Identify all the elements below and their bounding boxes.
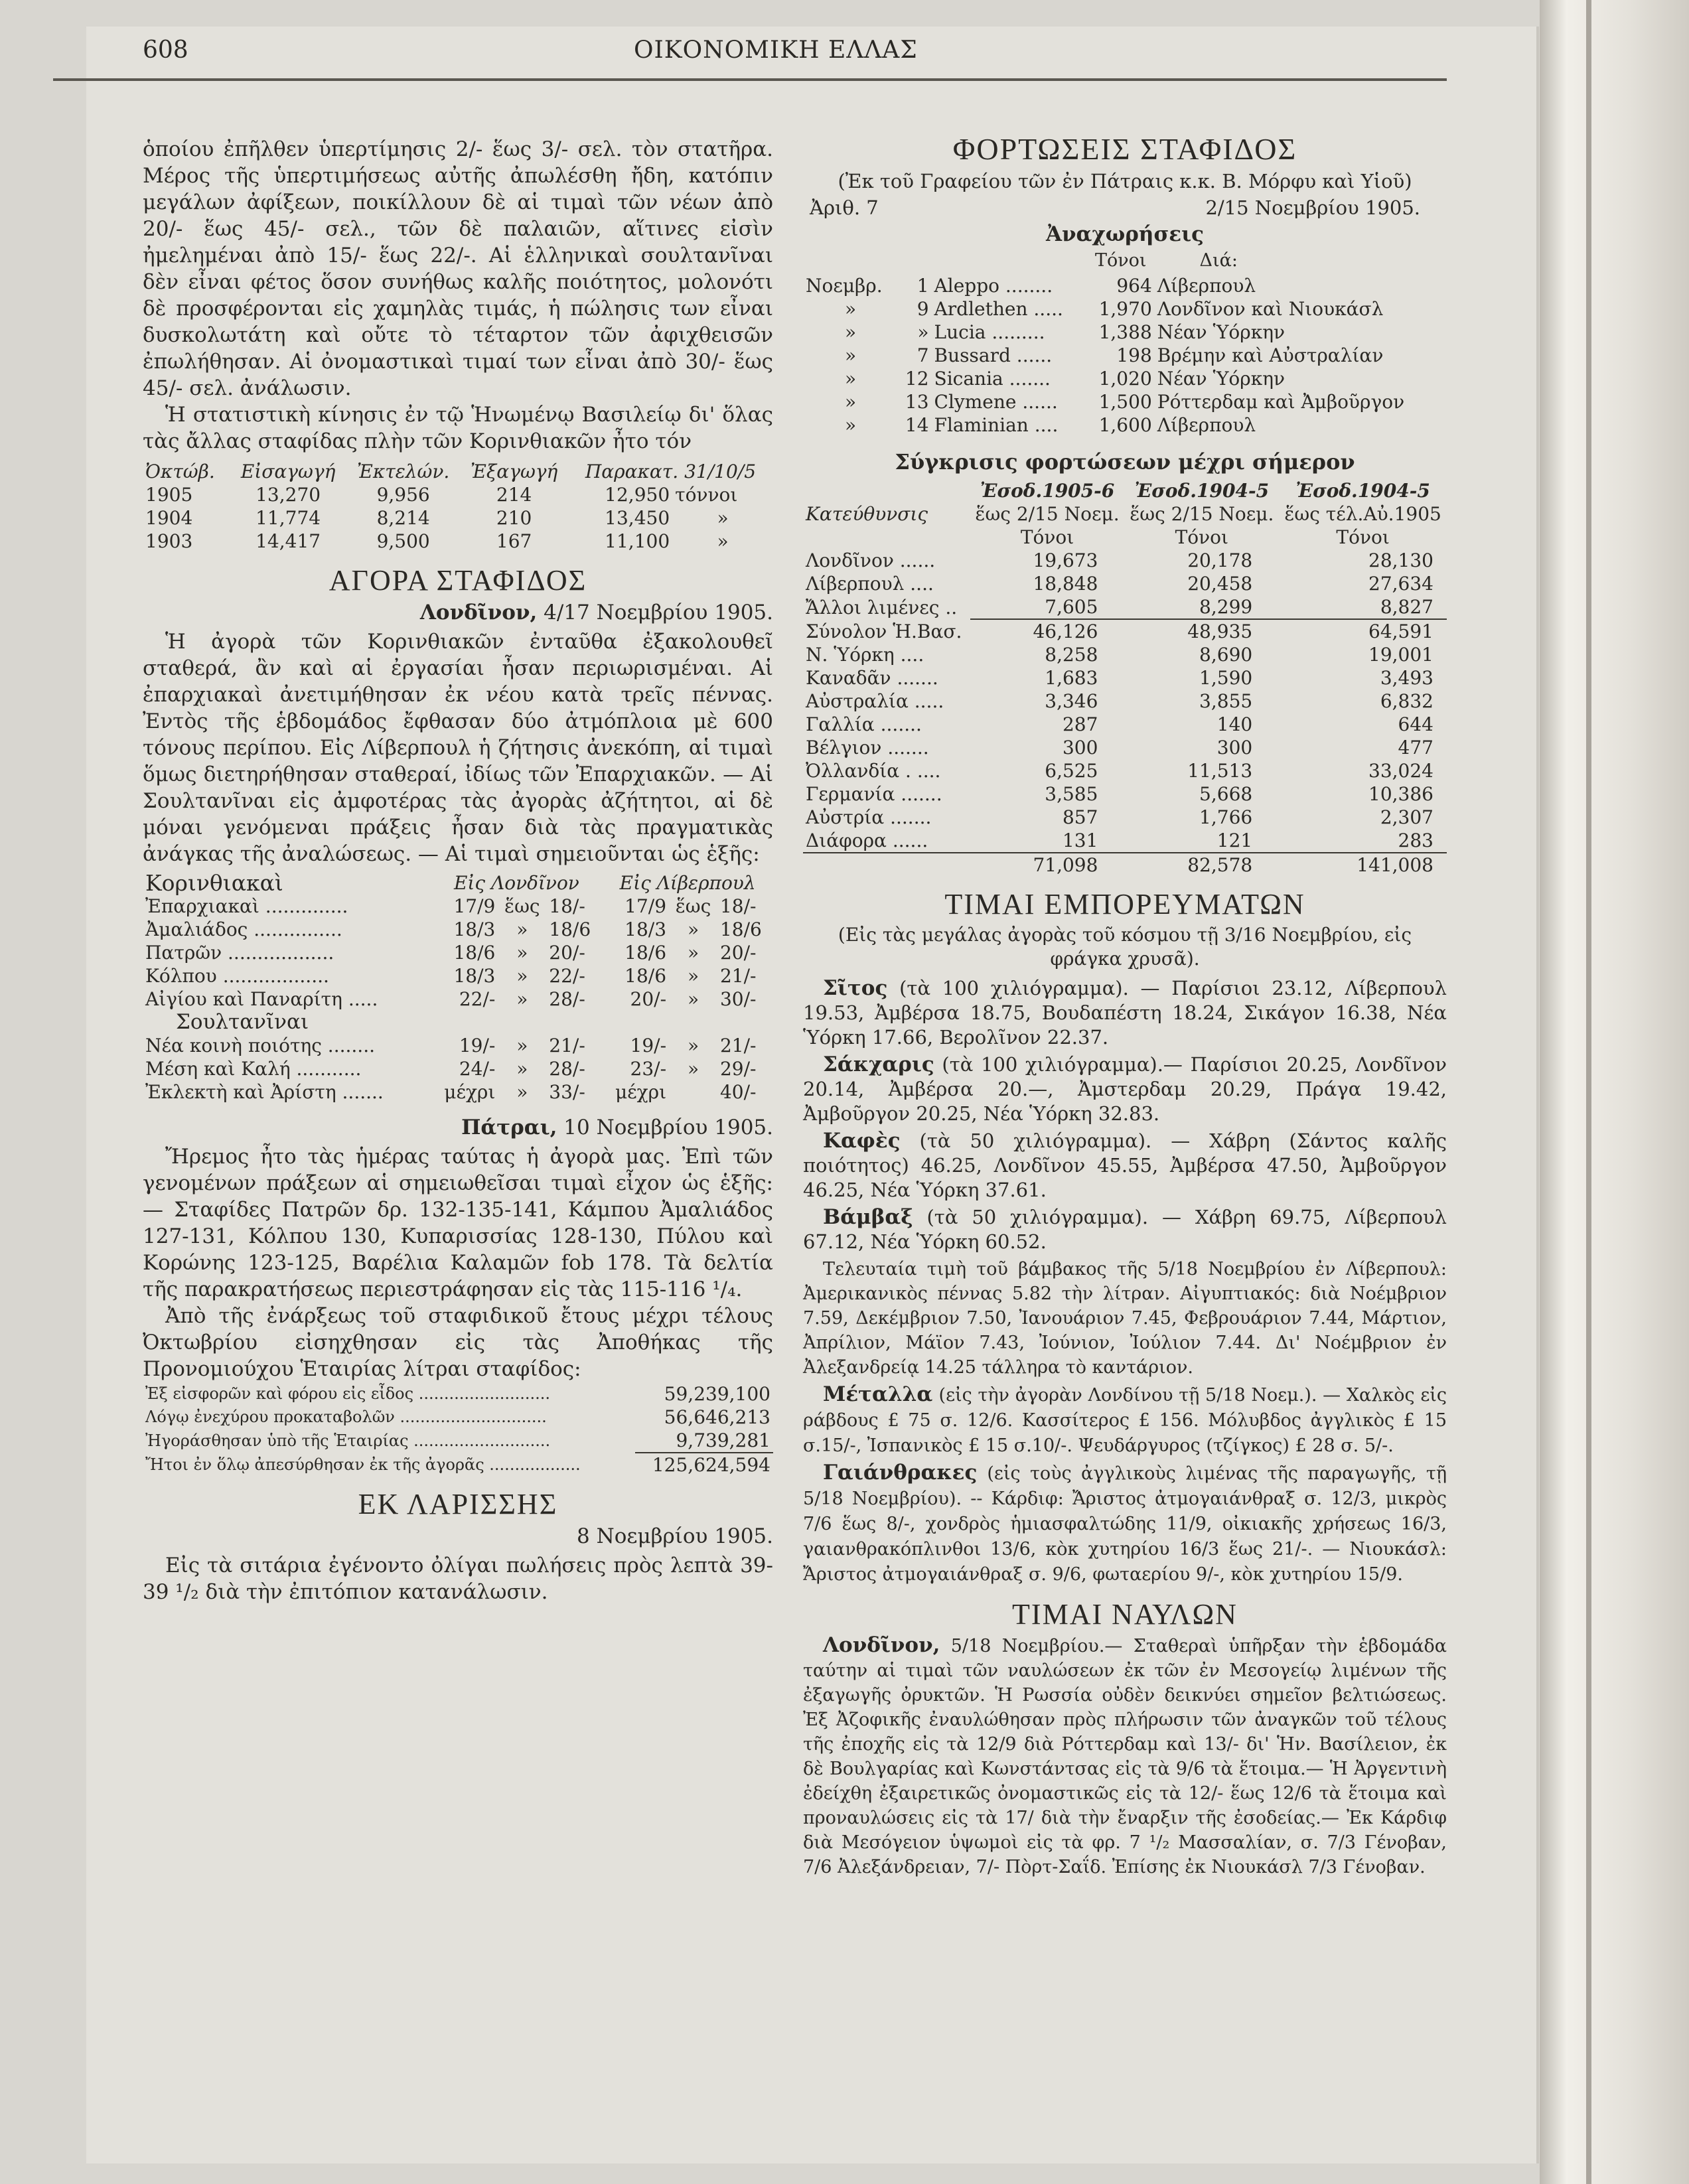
comparison-unit-3: Τόνοι [1336,526,1390,548]
price-cell: 18/- [719,895,757,917]
litres-row [143,1429,773,1453]
price-cell: 17/9 [624,895,667,917]
departure-cell: » [844,368,857,390]
departure-cell: » [844,391,857,413]
comparison-dest: Ν. Ὑόρκη .... [806,644,924,666]
stats-head-import: Εἰσαγωγή [240,461,336,482]
price-cell: 18/6 [453,942,496,964]
stats-cell: 9,956 [376,484,430,506]
litres-label: Λόγῳ ἐνεχύρου προκαταβολῶν ............................. [145,1408,547,1426]
comparison-total-row [803,853,1447,877]
price-cell: ἕως [675,895,711,917]
litres-row [143,1453,773,1477]
page-fold-line [1586,0,1591,2184]
price-cell: 30/- [719,988,757,1010]
price-coal [803,1461,1447,1587]
price-cell: » [516,1081,528,1103]
price-cell: 19/- [459,1035,496,1056]
price-row [143,1034,773,1057]
departures-col-heads [803,248,1447,274]
price-row [143,1057,773,1080]
price-row [143,964,773,987]
price-cell: Ἐκλεκτὴ καὶ Ἀρίστη ....... [145,1081,384,1103]
price-cell: 18/- [549,895,585,917]
comparison-sub-dest: Κατεύθυνσις [806,503,928,525]
comparison-value: 283 [1398,830,1433,851]
price-cell: 17/9 [453,895,496,917]
fortoseis-source: (Ἐκ τοῦ Γραφείου τῶν ἐν Πάτραις κ.κ. Β. Μόρφυ καὶ Υἱοῦ) [838,170,1412,192]
price-cell: » [516,1035,528,1056]
price-cell: Ἀμαλιάδος ............... [145,918,342,940]
departure-cell: Sicania ....... [934,368,1051,390]
comparison-value: 8,827 [1279,595,1447,619]
price-cell: 18/3 [453,965,496,987]
comparison-value: 48,935 [1187,620,1253,642]
price-cell: 18/6 [719,918,762,940]
price-cell: Ἐπαρχιακαὶ .............. [145,895,348,917]
comparison-row [803,549,1447,572]
comparison-row [803,759,1447,782]
departure-cell: Νέαν Ὑόρκην [1157,368,1285,390]
price-cell: Κόλπου .................. [145,965,329,987]
departure-cell: Lucia ......... [934,321,1045,343]
price-cell: 21/- [549,1035,585,1056]
running-title: ΟΙΚΟΝΟΜΙΚΗ ΕΛΛΑΣ [634,36,918,64]
comparison-head-2: Ἐσοδ.1904-5 [1134,480,1270,502]
stats-row [143,530,773,553]
price-cell: 18/6 [624,965,667,987]
departure-cell: Ρόττερδαμ καὶ Ἀμβοῦργον [1157,391,1405,413]
comparison-row [803,595,1447,619]
litres-row [143,1382,773,1406]
litres-value: 59,239,100 [664,1383,771,1405]
price-cell: » [516,918,528,940]
comparison-value: 121 [1216,830,1253,851]
left-column [143,136,773,1605]
timai-subheading: (Εἰς τὰς μεγάλας ἀγορὰς τοῦ κόσμου τῇ 3/16 Νοεμβρίου, εἰς φράγκα χρυσᾶ). [838,924,1412,970]
cotton-note: Τελευταία τιμὴ τοῦ βάμβακος τῆς 5/18 Νοεμβρίου ἐν Λίβερπουλ: Ἀμερικανικὸς πέννας 5.82 τὴν λίτραν. Αἰγυπτιακός: διὰ Νοέμβριον 7.59, Δεκέμβριον 7.50, Ἰανουάριον 7.45, Φεβρουάριον 7.44, Μάρτιον, Ἀπρίλιον, Μάϊον 7.43, Ἰούνιον, Ἰούλιον 7.44. Δι' Νοέμβριον ἐν Ἀλεξανδρείᾳ 14.25 τάλληρα τὸ καντάριον. [803,1259,1447,1378]
price-cell: » [516,942,528,964]
price-row [143,1080,773,1104]
price-cell: » [516,965,528,987]
stats-head-customs: Ἐκτελών. [357,461,450,482]
patras-paragraph: Ἤρεμος ἦτο τὰς ἡμέρας ταύτας ἡ ἀγορὰ μας. Ἐπὶ τῶν γενομένων πράξεων αἱ σημειωθεῖσαι τιμαὶ εἶχον ὡς ἑξῆς: — Σταφίδες Πατρῶν δρ. 132-135-141, Κάμπου Ἀμαλιάδος 127-131, Κόλπου 130, Κυπαρισσίας 128-130, Πύλου καὶ Κορώνης 123-125, Βαρέλια Καλαμῶν fob 178. Τὰ δελτία τῆς παρακρατήσεως περιεστράφησαν εἰς τὰς 115-116 ¹/₄. [143,1145,773,1301]
comparison-value: 287 [1062,713,1098,735]
prices-head-liverpool: Εἰς Λίβερπουλ [619,872,756,894]
comparison-dest: Γερμανία ....... [806,783,942,805]
stats-cell: 11,774 [256,507,321,529]
stats-cell: τόννοι [675,484,738,506]
departure-cell: » [844,414,857,436]
price-cell: Αἰγίου καὶ Παναρίτη ..... [145,988,378,1010]
comparison-value: 64,591 [1368,620,1433,642]
stats-head-month: Ὀκτώβ. [145,461,215,482]
london-place: Λονδῖνον, [419,601,538,624]
departure-cell: 9 [917,298,929,320]
comparison-value: 1,683 [1045,667,1098,689]
comparison-value: 140 [1216,713,1253,735]
departure-cell: 1,600 [1098,414,1152,436]
comparison-row [803,643,1447,666]
sugar-text: (τὰ 100 χιλιόγραμμα).— Παρίσιοι 20.25, Λονδῖνον 20.14, Ἀμβέρσα 20.—, Ἀμστερδαμ 20.29, Πράγα 19.42, Ἀμβοῦργον 20.25, Νέα Ὑόρκη 32.83. [803,1053,1447,1125]
intro-paragraph: ὁποίου ἐπῆλθεν ὑπερτίμησις 2/- ἕως 3/- σελ. τὸν στατῆρα. Μέρος τῆς ὑπερτιμήσεως αὐτῆς ἀπωλέσθη ἤδη, κατόπιν μεγάλων ἀφίξεων, ποικίλλουν δὲ αἱ τιμαὶ τῶν νέων ἀπὸ 20/- ἕως 45/- σελ., τῶν δὲ παλαιῶν, αἵτινες εἰσὶν ἠμελημέναι ἀπὸ 15/- ἕως 22/-. Αἱ ἑλληνικαὶ σουλτανῖναι δὲν εἶναι φέτος ὅσον συνήθως καλῆς ποιότητος, μολονότι δὲ προσφέρονται εἰς χαμηλὰς τιμάς, ἡ πώλησις των εἶναι δυσκολωτάτη καὶ οὔτε τὸ τέταρτον τῶν ἀφιχθεισῶν ἐπωλήθησαν. Αἱ ὀνομαστικαὶ τιμαί των εἶναι ἀπὸ 30/- ἕως 45/- σελ. ἀνάλωσιν. [143,137,773,400]
stats-cell: 1904 [145,507,193,529]
comparison-total-1: 71,098 [1033,854,1098,876]
departure-cell: » [844,321,857,343]
freight-section [803,1633,1447,1879]
stats-cell: 14,417 [256,530,321,552]
departure-cell: Ardlethen ..... [934,298,1063,320]
departure-cell: 1,020 [1098,368,1152,390]
price-cotton [803,1205,1447,1254]
comparison-value: 10,386 [1368,783,1433,805]
price-row [143,987,773,1011]
departure-row [803,367,1447,390]
departure-cell: 13 [905,391,929,413]
prices-table [143,871,773,1104]
patras-dateline [143,1114,773,1141]
price-coffee [803,1129,1447,1202]
comparison-value: 6,525 [1045,760,1098,782]
patras-paragraph-2: Ἀπὸ τῆς ἐνάρξεως τοῦ σταφιδικοῦ ἔτους μέχρι τέλους Ὀκτωβρίου εἰσηχθησαν εἰς τὰς Ἀποθήκας τῆς Προνομιούχου Ἑταιρίας λίτραι σταφίδος: [143,1304,773,1381]
comparison-value: 300 [1216,737,1253,759]
departures-col-tons: Τόνοι [1095,250,1147,271]
comparison-value: 3,855 [1199,690,1253,712]
cotton-text: (τὰ 50 χιλιόγραμμα). — Χάβρη 69.75, Λίβερπουλ 67.12, Νέα Ὑόρκη 60.52. [803,1206,1447,1253]
price-row [143,918,773,941]
comparison-sub-1: ἕως 2/15 Νοεμ. [975,503,1120,525]
price-sugar [803,1053,1447,1126]
departure-cell: Βρέμην καὶ Αὐστραλίαν [1157,344,1384,366]
comparison-dest: Λίβερπουλ .... [806,573,934,595]
price-cell: » [687,942,699,964]
comparison-value: 3,493 [1380,667,1433,689]
comparison-dest: Ὀλλανδία . .... [806,760,941,782]
departure-cell: 1,500 [1098,391,1152,413]
comparison-dest: Ἄλλοι λιμένες .. [806,596,958,619]
stats-cell: 11,100 [605,530,670,552]
departure-cell: 1,388 [1098,321,1152,343]
comparison-value: 3,585 [1045,783,1098,805]
comparison-dest: Λονδῖνον ...... [806,549,936,571]
comparison-value: 18,848 [1033,573,1098,595]
coffee-label: Καφὲς [823,1129,901,1153]
comparison-value: 20,178 [1187,549,1253,571]
comparison-value: 1,766 [1199,806,1253,828]
comparison-value: 644 [1398,713,1433,735]
metals-text: (εἰς τὴν ἀγορὰν Λονδίνου τῇ 5/18 Νοεμ.). — Χαλκὸς εἰς ράβδους £ 75 σ. 12/6. Κασσίτερος £ 156. Μόλυβδος ἀγγλικὸς £ 15 σ.15/-, Ἰσπανικὸς £ 15 σ.10/-. Ψευδάργυρος (τζίγκος) £ 28 σ. 5/-. [803,1385,1447,1456]
comparison-row [803,736,1447,759]
departure-row [803,344,1447,367]
comparison-value: 19,001 [1368,644,1433,666]
bulletin-date: 2/15 Νοεμβρίου 1905. [1205,196,1420,219]
departures-table [803,274,1447,437]
price-cell: Μέση καὶ Καλή ........... [145,1058,362,1080]
patras-date: 10 Νοεμβρίου 1905. [563,1116,773,1139]
comparison-total-3: 141,008 [1357,854,1433,876]
departures-heading: Ἀναχωρήσεις [1045,222,1205,246]
departure-row [803,321,1447,344]
stats-cell: 210 [496,507,532,529]
price-cell: 24/- [459,1058,496,1080]
price-cell: 21/- [719,965,757,987]
departure-cell: Bussard ...... [934,344,1053,366]
comparison-total-2: 82,578 [1187,854,1253,876]
comparison-sub-2: ἕως 2/15 Νοεμ. [1130,503,1274,525]
price-cell: Νέα κοινὴ ποιότης ........ [145,1035,375,1056]
timai-heading: ΤΙΜΑΙ ΕΜΠΟΡΕΥΜΑΤΩΝ [944,888,1305,920]
comparison-value: 3,346 [1045,690,1098,712]
comparison-dest: Διάφορα ...... [806,830,928,851]
comparison-value: 1,590 [1199,667,1253,689]
coal-text: (εἰς τοὺς ἀγγλικοὺς λιμένας τῆς παραγωγῆς, τῇ 5/18 Νοεμβρίου). -- Κάρδιφ: Ἄριστος ἀτμογαιάνθραξ σ. 12/3, μικρὸς 7/6 ἕως 8/-, χονδρὸς ἡμιασφαλτώδης 11/9, οἰκιακῆς χρήσεως 16/3, γαιανθρακόπλινθοι 13/6, κὸκ χυτηρίου 16/3 ἕως 21/-. — Νιουκάσλ: Ἄριστος ἀτμογαιάνθραξ σ. 9/6, φωταερίου 9/-, κὸκ χυτηρίου 15/9. [803,1463,1447,1585]
price-cell [669,1080,717,1104]
price-cell: 18/3 [453,918,496,940]
stats-table [143,460,773,553]
departure-cell: 1 [917,275,929,297]
price-cell: » [516,1058,528,1080]
price-cell: Πατρῶν .................. [145,942,334,964]
comparison-value: 477 [1398,737,1433,759]
departure-cell: Νοεμβρ. [806,275,883,297]
price-cell: 19/- [630,1035,667,1056]
departures-col-dest: Διά: [1199,250,1238,271]
price-cell: » [687,1035,699,1056]
comparison-value: 857 [1062,806,1098,828]
stats-head-stock: Παρακατ. 31/10/5 [585,461,757,482]
cotton-label: Βάμβαξ [823,1205,913,1229]
fortoseis-meta [803,194,1447,221]
stats-cell: 8,214 [376,507,430,529]
departure-cell: 14 [905,414,929,436]
comparison-dest: Αὐστραλία ..... [806,690,944,712]
comparison-heading: Σύγκρισις φορτώσεων μέχρι σήμερον [895,449,1355,474]
price-cell: 28/- [549,1058,585,1080]
price-cell: 29/- [719,1058,757,1080]
comparison-row [803,666,1447,690]
stats-cell: 1903 [145,530,193,552]
wheat-label: Σῖτος [823,976,888,1000]
stats-row [143,506,773,530]
departure-cell: Νέαν Ὑόρκην [1157,321,1285,343]
comparison-sub-3: ἕως τέλ.Αὐ.1905 [1284,503,1441,525]
litres-value: 125,624,594 [652,1454,771,1476]
departure-cell: Flaminian .... [934,414,1059,436]
departure-cell: Aleppo ........ [934,275,1053,297]
price-cell: 20/- [719,942,757,964]
wheat-text: (τὰ 100 χιλιόγραμμα). — Παρίσιοι 23.12, Λίβερπουλ 19.53, Ἀμβέρσα 18.75, Βουδαπέστη 18.24, Σικάγον 16.38, Νέα Ὑόρκη 17.66, Βερολῖνον 22.37. [803,977,1447,1049]
right-column [803,132,1447,1882]
departure-cell: 12 [905,368,929,390]
departure-row [803,413,1447,437]
comparison-dest: Βέλγιον ....... [806,737,929,759]
prices-head-type: Κορινθιακαὶ [145,870,283,896]
stats-cell: 214 [496,484,532,506]
coffee-text: (τὰ 50 χιλιόγραμμα). — Χάβρη (Σάντος καλῆς ποιότητος) 46.25, Λονδῖνον 45.55, Ἀμβέρσα 47.50, Ἀμβοῦργον 46.25, Νέα Ὑόρκη 37.61. [803,1129,1447,1201]
comparison-row [803,619,1447,643]
comparison-dest: Γαλλία ....... [806,713,922,735]
departure-cell: 1,970 [1098,298,1152,320]
comparison-row [803,713,1447,736]
london-dateline [143,599,773,626]
price-cell: 23/- [630,1058,667,1080]
stats-cell: 9,500 [376,530,430,552]
stats-cell: 13,270 [256,484,321,506]
comparison-head-3: Ἐσοδ.1904-5 [1295,480,1430,502]
agora-heading: ΑΓΟΡΑ ΣΤΑΦΙΔΟΣ [329,564,587,597]
litres-table [143,1382,773,1477]
comparison-value: 8,258 [1045,644,1098,666]
price-cell: » [687,988,699,1010]
larissa-date: 8 Νοεμβρίου 1905. [577,1524,773,1548]
stats-cell: 167 [496,530,532,552]
price-cell: » [516,988,528,1010]
price-cell: 40/- [719,1081,757,1103]
prices-head-london: Εἰς Λονδῖνον [453,872,579,894]
departure-cell: » [917,321,929,343]
header-rule [53,78,1447,81]
price-cell: 21/- [719,1035,757,1056]
litres-label: Ἠγοράσθησαν ὑπὸ τῆς Ἑταιρίας ........................... [145,1431,551,1450]
departure-cell: » [844,344,857,366]
price-row [143,895,773,918]
comparison-value: 28,130 [1368,549,1433,571]
comparison-value: 20,458 [1187,573,1253,595]
departure-cell: 7 [917,344,929,366]
freight-paragraph [803,1633,1447,1879]
patras-place: Πάτραι, [461,1116,557,1139]
price-cell: μέχρι [615,1081,667,1103]
larissa-paragraph: Εἰς τὰ σιτάρια ἐγένοντο ὀλίγαι πωλήσεις πρὸς λεπτὰ 39-39 ¹/₂ διὰ τὴν ἐπιτόπιον κατανάλωσιν. [143,1554,773,1604]
price-cell: 18/6 [549,918,591,940]
fortoseis-heading: ΦΟΡΤΩΣΕΙΣ ΣΤΑΦΙΔΟΣ [952,132,1297,166]
london-date: 4/17 Νοεμβρίου 1905. [544,601,773,624]
comparison-value: 19,673 [1033,549,1098,571]
departure-cell: Λίβερπουλ [1157,275,1256,297]
comparison-value: 46,126 [1033,620,1098,642]
comparison-dest: Καναδᾶν ....... [806,667,938,689]
comparison-value: 2,307 [1380,806,1433,828]
stats-cell: 12,950 [605,484,670,506]
comparison-row [803,782,1447,806]
freight-place: Λονδῖνον, [823,1633,940,1657]
comparison-value: 300 [1062,737,1098,759]
sugar-label: Σάκχαρις [823,1053,934,1076]
stats-head-export: Ἐξαγωγή [471,461,558,482]
price-cell: » [687,1058,699,1080]
comparison-unit-2: Τόνοι [1175,526,1229,548]
price-cell: 20/- [630,988,667,1010]
litres-row [143,1406,773,1429]
price-cell: μέχρι [444,1081,496,1103]
freight-text: 5/18 Νοεμβρίου.— Σταθεραὶ ὑπῆρξαν τὴν ἑβδομάδα ταύτην αἱ τιμαὶ τῶν ναυλώσεων ἐκ τῶν ἐν Μεσογείῳ λιμένων τῆς ἐξαγωγῆς ὀρυκτῶν. Ἡ Ρωσσία οὐδὲν δεικνύει σημεῖον βελτιώσεως. Ἐξ Ἀζοφικῆς ἐναυλώθησαν πρὸς πλήρωσιν τῶν ἀναγκῶν τοῦ τέλους τῆς ἐποχῆς εἰς τὰ 12/9 διὰ Ρόττερδαμ καὶ 13/- δι' Ἡν. Βασίλειον, ἐκ δὲ Βουλγαρίας καὶ Κωνστάντσας εἰς τὰ 9/6 τὰ ἕτοιμα.— Ἡ Ἀργεντινὴ ἐδείχθη ἐξαιρετικῶς ὀνομαστικῶς εἰς τὰ 12/- ἕως 12/6 τὰ ἕτοιμα καὶ προναυλώσεις εἰς τὰ 17/ διὰ τὴν ἔναρξιν τῆς ἐσοδείας.— Ἐκ Κάρδιφ διὰ Μεσόγειον ὑψωμοὶ εἰς τὰ φρ. 7 ¹/₂ Μασσαλίαν, σ. 7/3 Γένοβαν, 7/6 Ἀλεξάνδρειαν, 7/- Πὸρτ-Σαΐδ. Ἐπίσης ἐκ Νιουκάσλ 7/3 Γένοβαν. [803,1636,1447,1877]
comparison-value: 33,024 [1368,760,1433,782]
comparison-value: 8,299 [1124,595,1279,619]
comparison-dest: Σύνολον Ἡ.Βασ. [806,620,962,642]
coal-label: Γαιάνθρακες [823,1461,978,1485]
departure-cell: Λονδῖνον καὶ Νιουκάσλ [1157,298,1384,320]
comparison-value: 11,513 [1187,760,1253,782]
departure-cell: 964 [1116,275,1152,297]
litres-label: Ἐξ εἰσφορῶν καὶ φόρου εἰς εἶδος .......................... [145,1384,551,1403]
comparison-row [803,690,1447,713]
price-cell: 18/6 [624,942,667,964]
price-wheat [803,976,1447,1050]
larissa-heading: ΕΚ ΛΑΡΙΣΣΗΣ [358,1488,558,1520]
london-paragraph: Ἡ ἀγορὰ τῶν Κορινθιακῶν ἐνταῦθα ἐξακολουθεῖ σταθερά, ἂν καὶ αἱ ἐργασίαι ἦσαν περιωρισμέναι. Αἱ ἐπαρχιακαὶ ἀνετιμήθησαν ἐκ νέου κατὰ τρεῖς πέννας. Ἐντὸς τῆς ἑβδομάδος ἔφθασαν δύο ἀτμόπλοια μὲ 600 τόνους περίπου. Εἰς Λίβερπουλ ἡ ζήτησις ἀνεκόπη, αἱ τιμαὶ ὅμως διετηρήθησαν σταθεραί, ἰδίως τῶν Ἐπαρχιακῶν. — Αἱ Σουλτανῖναι εἰς ἀμφοτέρας τὰς ἀγορὰς ἀζήτητοι, αἱ δὲ μόναι γενόμεναι πράξεις ἦσαν διὰ τὰς πραγματικὰς ἀνάγκας τῆς ἀναλώσεως. — Αἱ τιμαὶ σημειοῦνται ὡς ἑξῆς: [143,630,773,866]
comparison-head-1: Ἐσοδ.1905-6 [980,480,1115,502]
naula-heading: ΤΙΜΑΙ ΝΑΥΛΩΝ [1012,1598,1238,1631]
comparison-value: 5,668 [1199,783,1253,805]
comparison-dest: Αὐστρία ....... [806,806,932,828]
price-cell: 22/- [459,988,496,1010]
departure-cell: Λίβερπουλ [1157,414,1256,436]
price-cell: 33/- [549,1081,585,1103]
litres-value: 9,739,281 [635,1429,773,1453]
comparison-row [803,806,1447,829]
price-cell: 20/- [549,942,585,964]
comparison-row [803,829,1447,853]
price-cell: 22/- [549,965,585,987]
stats-cell: 1905 [145,484,193,506]
litres-value: 56,646,213 [664,1406,771,1428]
page-edge-shadow [1540,0,1689,2184]
comparison-row [803,572,1447,595]
departure-row [803,390,1447,413]
price-row [143,941,773,964]
stats-row [143,483,773,506]
comparison-value: 131 [1062,830,1098,851]
price-metals [803,1382,1447,1458]
price-cell: ἕως [504,895,540,917]
comparison-value: 6,832 [1380,690,1433,712]
comparison-value: 8,690 [1199,644,1253,666]
stats-intro: Ἡ στατιστικὴ κίνησις ἐν τῷ Ἡνωμένῳ Βασιλείῳ δι' ὅλας τὰς ἄλλας σταφίδας πλὴν τῶν Κορινθιακῶν ἦτο τόν [143,403,773,453]
metals-label: Μέταλλα [823,1382,933,1406]
departure-cell: Clymene ...... [934,391,1058,413]
stats-cell: » [717,507,729,529]
price-cell: » [687,965,699,987]
litres-label: Ἤτοι ἐν ὅλῳ ἀπεσύρθησαν ἐκ τῆς ἀγορᾶς .................. [145,1455,581,1474]
comparison-value: 7,605 [970,595,1125,619]
commodity-prices [803,976,1447,1587]
price-cell: » [687,918,699,940]
page-number: 608 [143,36,188,64]
bulletin-number: Ἀριθ. 7 [810,196,879,219]
departure-row [803,274,1447,297]
prices-subhead: Σουλτανῖναι [176,1010,309,1034]
departure-cell: » [844,298,857,320]
departure-cell: 198 [1116,344,1152,366]
price-cell: 28/- [549,988,585,1010]
stats-cell: 13,450 [605,507,670,529]
departure-row [803,297,1447,321]
comparison-value: 27,634 [1368,573,1433,595]
comparison-unit-1: Τόνοι [1020,526,1074,548]
stats-cell: » [717,530,729,552]
price-cell: 18/3 [624,918,667,940]
comparison-table [803,479,1447,877]
comparison-body [803,549,1447,853]
